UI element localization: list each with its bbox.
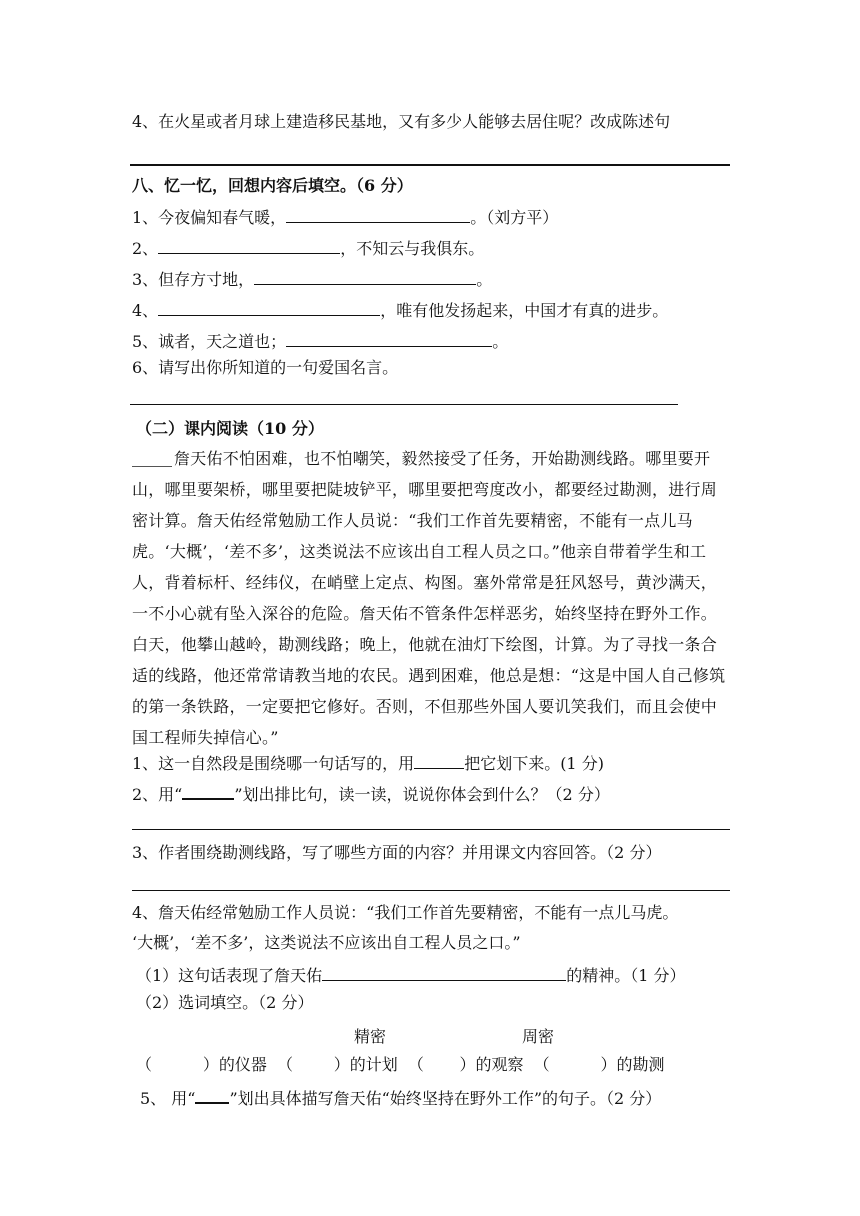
section-8-item-1: 1、今夜偏知春气暖， 。（刘方平） — [132, 204, 558, 229]
reading-passage: 詹天佑不怕困难，也不怕嘲笑，毅然接受了任务，开始勘测线路。哪里要开山，哪里要架桥，哪里要把陡坡铲平，哪里要把弯度改小，都要经过勘测，进行周密计算。詹天佑经常勉励工作人员说：“我们工作首先要精密，不能有一点儿马虎。‘大概’，‘差不多’，这类说法不应该出自工程人员之口。”他亲自带着学生和工人，背着标杆、经纬仪，在峭壁上定点、构图。塞外常常是狂风怒号，黄沙满天，一不小心就有坠入深谷的危险。詹天佑不管条件怎样恶劣，始终坚持在野外工作。白天，他攀山越岭，勘测线路；晚上，他就在油灯下绘图，计算。为了寻找一条合适的线路，他还常常请教当地的农民。遇到困难，他总是想：“这是中国人自己修筑的第一条铁路，一定要把它修好。否则，不但那些外国人要讥笑我们，而且会使中国工程师失掉信心。” — [132, 449, 726, 747]
section-2-title: （二）课内阅读（10 分） — [136, 419, 324, 438]
question-7-4: 4、在火星或者月球上建造移民基地，又有多少人能够去居住呢？改成陈述句 — [132, 112, 671, 131]
question-3: 3、作者围绕勘测线路，写了哪些方面的内容？并用课文内容回答。（2 分） — [132, 843, 662, 862]
question-4-2: （2）选词填空。（2 分） — [136, 993, 314, 1012]
underline-sample — [182, 780, 234, 800]
question-4-line-2: ‘大概’，‘差不多’，这类说法不应该出自工程人员之口。” — [132, 933, 521, 952]
question-5: 5、 用“ ”划出具体描写詹天佑“始终坚持在野外工作”的句子。（2 分） — [140, 1084, 661, 1110]
section-8-item-5: 5、诚者，天之道也； 。 — [132, 328, 508, 353]
section-8-item-3: 3、但存方寸地， 。 — [132, 266, 492, 291]
fill-blank[interactable] — [322, 962, 566, 981]
question-2: 2、用“ ”划出排比句，读一读，说说你体会到什么？（2 分） — [132, 780, 610, 806]
answer-line-8-6[interactable] — [130, 404, 678, 405]
section-8-item-6: 6、请写出你所知道的一句爱国名言。 — [132, 358, 399, 377]
word-option-1: 精密 — [354, 1027, 387, 1046]
fill-blank[interactable] — [158, 297, 380, 316]
word-option-2: 周密 — [522, 1027, 555, 1046]
underline-sample — [195, 1084, 229, 1104]
question-1: 1、这一自然段是围绕哪一句话写的，用 把它划下来。(1 分) — [132, 750, 604, 775]
answer-line-q3[interactable] — [132, 890, 730, 891]
word-fill-row[interactable]: （ ）的仪器 （ ）的计划 （ ）的观察 （ ）的勘测 — [136, 1055, 665, 1074]
answer-line-7-4[interactable] — [130, 164, 730, 166]
section-8-item-4: 4、 ，唯有他发扬起来，中国才有真的进步。 — [132, 297, 668, 322]
question-4-1: （1）这句话表现了詹天佑 的精神。（1 分） — [136, 962, 685, 987]
answer-line-q2[interactable] — [132, 829, 730, 830]
fill-blank[interactable] — [254, 266, 476, 285]
fill-blank[interactable] — [286, 328, 492, 347]
section-8-title: 八、忆一忆，回想内容后填空。（6 分） — [132, 176, 413, 195]
fill-blank[interactable] — [286, 204, 470, 223]
fill-blank[interactable] — [158, 235, 340, 254]
section-8-item-2: 2、 ，不知云与我俱东。 — [132, 235, 484, 260]
fill-blank[interactable] — [414, 750, 464, 769]
question-4-line-1: 4、詹天佑经常勉励工作人员说：“我们工作首先要精密，不能有一点儿马虎。 — [132, 903, 679, 922]
